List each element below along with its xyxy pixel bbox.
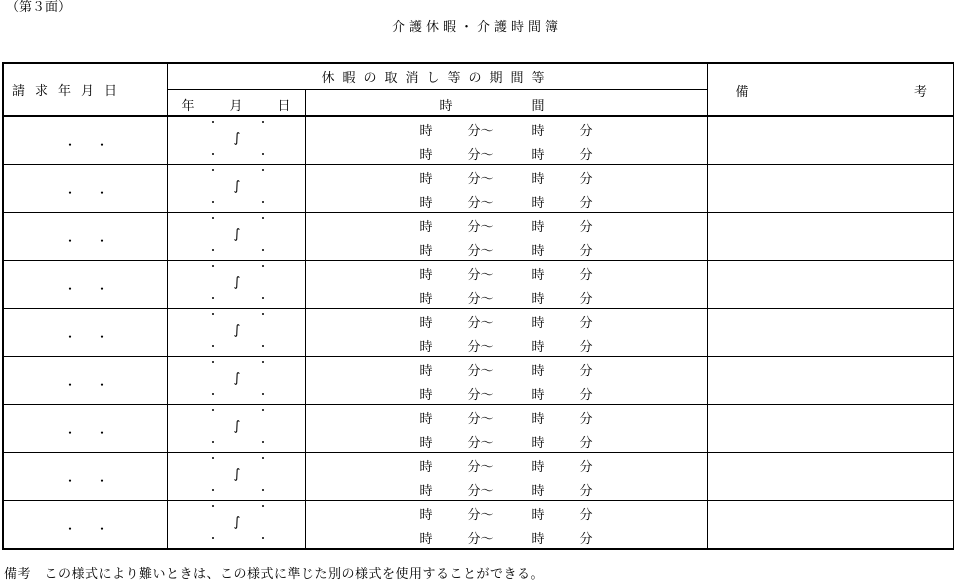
time-line: [306, 384, 707, 404]
date-separator: ・: [96, 282, 109, 296]
date-separator: ・: [64, 282, 77, 296]
time-line: [306, 264, 707, 284]
hour-label: 時: [419, 292, 433, 307]
hour-label: 時: [531, 268, 545, 283]
range-end-separator: ・: [207, 148, 219, 161]
request-date-cell[interactable]: [3, 213, 167, 261]
hour-label: 時: [419, 340, 433, 355]
hour-label: 時: [419, 364, 433, 379]
minute-from-label: 分～: [467, 196, 494, 211]
date-separator: ・: [96, 426, 109, 440]
minute-from-label: 分～: [467, 124, 494, 139]
hour-label: 時: [531, 532, 545, 547]
time-line: [306, 168, 707, 188]
range-end-separator: ・: [207, 292, 219, 305]
hour-label: 時: [531, 244, 545, 259]
table-row: [3, 405, 954, 453]
minute-from-label: 分～: [467, 340, 494, 355]
table-row: [3, 501, 954, 550]
remarks-cell[interactable]: [707, 165, 954, 213]
request-date-cell[interactable]: [3, 116, 167, 165]
ledger-body: [3, 116, 954, 549]
minute-label: 分: [579, 292, 593, 307]
date-separator: ・: [96, 522, 109, 536]
range-start-separator: ・: [207, 308, 219, 321]
range-mark: ∫: [233, 515, 241, 530]
minute-label: 分: [579, 244, 593, 259]
time-line: [306, 312, 707, 332]
hour-label: 時: [531, 220, 545, 235]
minute-label: 分: [579, 268, 593, 283]
range-end-separator: ・: [207, 340, 219, 353]
header-remarks-left: 備: [735, 85, 749, 100]
minute-label: 分: [579, 484, 593, 499]
range-start-separator: ・: [207, 356, 219, 369]
minute-from-label: 分～: [467, 148, 494, 163]
range-end-separator: ・: [207, 436, 219, 449]
request-date-cell[interactable]: [3, 165, 167, 213]
header-time-left: 時: [439, 98, 453, 114]
remarks-cell[interactable]: [707, 357, 954, 405]
range-end-separator: ・: [257, 244, 269, 257]
time-line: [306, 360, 707, 380]
range-mark: ∫: [233, 275, 241, 290]
table-row: [3, 261, 954, 309]
table-row: [3, 116, 954, 165]
header-time-right: 間: [531, 98, 545, 114]
minute-from-label: 分～: [467, 508, 494, 523]
remarks-cell[interactable]: [707, 453, 954, 501]
header-time: [305, 89, 707, 116]
minute-from-label: 分～: [467, 364, 494, 379]
hour-label: 時: [419, 196, 433, 211]
header-date: [167, 89, 305, 116]
remarks-cell[interactable]: [707, 501, 954, 550]
date-separator: ・: [64, 234, 77, 248]
minute-from-label: 分～: [467, 292, 494, 307]
range-end-separator: ・: [207, 532, 219, 545]
hour-label: 時: [531, 148, 545, 163]
document-title: 介護休暇・介護時間簿: [391, 20, 562, 35]
table-row: [3, 453, 954, 501]
request-date-cell[interactable]: [3, 453, 167, 501]
minute-from-label: 分～: [467, 412, 494, 427]
minute-from-label: 分～: [467, 388, 494, 403]
date-separator: ・: [64, 474, 77, 488]
range-mark: ∫: [233, 467, 241, 482]
range-mark: ∫: [233, 419, 241, 434]
time-cell[interactable]: [305, 261, 707, 309]
hour-label: 時: [531, 340, 545, 355]
range-end-separator: ・: [257, 292, 269, 305]
hour-label: 時: [419, 484, 433, 499]
time-line: [306, 528, 707, 548]
header-remarks-right: 考: [914, 85, 928, 100]
time-line: [306, 456, 707, 476]
date-separator: ・: [96, 138, 109, 152]
time-line: [306, 504, 707, 524]
range-start-separator: ・: [257, 452, 269, 465]
hour-label: 時: [419, 388, 433, 403]
date-range-cell[interactable]: [167, 453, 305, 501]
minute-from-label: 分～: [467, 220, 494, 235]
range-end-separator: ・: [257, 484, 269, 497]
table-row: [3, 165, 954, 213]
minute-label: 分: [579, 412, 593, 427]
hour-label: 時: [531, 388, 545, 403]
range-end-separator: ・: [207, 244, 219, 257]
hour-label: 時: [419, 460, 433, 475]
date-range-cell[interactable]: [167, 501, 305, 550]
table-row: [3, 309, 954, 357]
date-range-cell[interactable]: [167, 405, 305, 453]
minute-from-label: 分～: [467, 316, 494, 331]
minute-label: 分: [579, 460, 593, 475]
range-end-separator: ・: [257, 148, 269, 161]
time-line: [306, 432, 707, 452]
time-cell[interactable]: [305, 357, 707, 405]
range-start-separator: ・: [207, 452, 219, 465]
date-range-cell[interactable]: [167, 261, 305, 309]
remarks-cell[interactable]: [707, 309, 954, 357]
time-cell[interactable]: [305, 453, 707, 501]
time-line: [306, 192, 707, 212]
date-separator: ・: [64, 330, 77, 344]
range-end-separator: ・: [207, 196, 219, 209]
hour-label: 時: [531, 292, 545, 307]
range-end-separator: ・: [207, 484, 219, 497]
date-separator: ・: [64, 522, 77, 536]
remarks-cell[interactable]: [707, 213, 954, 261]
hour-label: 時: [419, 220, 433, 235]
range-end-separator: ・: [257, 196, 269, 209]
time-line: [306, 480, 707, 500]
range-start-separator: ・: [257, 212, 269, 225]
range-mark: ∫: [233, 371, 241, 386]
minute-label: 分: [579, 124, 593, 139]
range-start-separator: ・: [207, 500, 219, 513]
hour-label: 時: [419, 148, 433, 163]
date-range-cell[interactable]: [167, 165, 305, 213]
minute-label: 分: [579, 364, 593, 379]
range-end-separator: ・: [257, 436, 269, 449]
minute-label: 分: [579, 196, 593, 211]
hour-label: 時: [419, 532, 433, 547]
header-period: 休暇の取消し等の期間等: [167, 63, 707, 89]
hour-label: 時: [419, 244, 433, 259]
hour-label: 時: [531, 316, 545, 331]
range-mark: ∫: [233, 227, 241, 242]
hour-label: 時: [531, 364, 545, 379]
header-year: 年: [181, 98, 195, 114]
hour-label: 時: [531, 172, 545, 187]
time-line: [306, 408, 707, 428]
minute-label: 分: [579, 148, 593, 163]
time-cell[interactable]: [305, 309, 707, 357]
minute-from-label: 分～: [467, 484, 494, 499]
table-row: [3, 213, 954, 261]
date-separator: ・: [64, 138, 77, 152]
time-line: [306, 144, 707, 164]
minute-from-label: 分～: [467, 460, 494, 475]
range-start-separator: ・: [257, 116, 269, 129]
range-start-separator: ・: [257, 308, 269, 321]
date-separator: ・: [64, 186, 77, 200]
date-separator: ・: [96, 474, 109, 488]
footnote: 備考 この様式により難いときは、この様式に準じた別の様式を使用することができる。: [4, 567, 545, 582]
range-start-separator: ・: [207, 260, 219, 273]
date-separator: ・: [96, 378, 109, 392]
request-date-cell[interactable]: [3, 357, 167, 405]
hour-label: 時: [419, 172, 433, 187]
hour-label: 時: [531, 196, 545, 211]
time-cell[interactable]: [305, 405, 707, 453]
header-remarks: [707, 63, 954, 116]
hour-label: 時: [531, 508, 545, 523]
time-line: [306, 216, 707, 236]
range-end-separator: ・: [207, 388, 219, 401]
time-cell[interactable]: [305, 501, 707, 550]
remarks-cell[interactable]: [707, 116, 954, 165]
range-end-separator: ・: [257, 388, 269, 401]
date-range-cell[interactable]: [167, 309, 305, 357]
time-line: [306, 336, 707, 356]
header-day: 日: [277, 98, 291, 114]
time-cell[interactable]: [305, 213, 707, 261]
header-request-date: 請求年月日: [3, 63, 167, 116]
date-separator: ・: [96, 234, 109, 248]
hour-label: 時: [531, 124, 545, 139]
date-range-cell[interactable]: [167, 357, 305, 405]
range-start-separator: ・: [257, 260, 269, 273]
range-start-separator: ・: [207, 212, 219, 225]
minute-label: 分: [579, 172, 593, 187]
date-range-cell[interactable]: [167, 116, 305, 165]
hour-label: 時: [531, 436, 545, 451]
request-date-cell[interactable]: [3, 405, 167, 453]
time-line: [306, 120, 707, 140]
time-line: [306, 288, 707, 308]
header-month: 月: [229, 98, 243, 114]
range-start-separator: ・: [207, 404, 219, 417]
remarks-cell[interactable]: [707, 261, 954, 309]
date-separator: ・: [96, 186, 109, 200]
minute-from-label: 分～: [467, 436, 494, 451]
range-end-separator: ・: [257, 340, 269, 353]
hour-label: 時: [419, 508, 433, 523]
request-date-cell[interactable]: [3, 501, 167, 550]
request-date-cell[interactable]: [3, 261, 167, 309]
minute-from-label: 分～: [467, 268, 494, 283]
range-start-separator: ・: [257, 356, 269, 369]
time-cell[interactable]: [305, 116, 707, 165]
time-cell[interactable]: [305, 165, 707, 213]
minute-label: 分: [579, 220, 593, 235]
leave-ledger-table: [2, 62, 954, 550]
minute-from-label: 分～: [467, 172, 494, 187]
time-line: [306, 240, 707, 260]
hour-label: 時: [419, 316, 433, 331]
date-separator: ・: [64, 378, 77, 392]
date-separator: ・: [64, 426, 77, 440]
table-row: [3, 357, 954, 405]
hour-label: 時: [531, 460, 545, 475]
minute-from-label: 分～: [467, 244, 494, 259]
range-start-separator: ・: [257, 500, 269, 513]
minute-label: 分: [579, 508, 593, 523]
hour-label: 時: [531, 484, 545, 499]
range-mark: ∫: [233, 323, 241, 338]
hour-label: 時: [419, 436, 433, 451]
date-separator: ・: [96, 330, 109, 344]
range-start-separator: ・: [257, 404, 269, 417]
range-start-separator: ・: [257, 164, 269, 177]
request-date-cell[interactable]: [3, 309, 167, 357]
hour-label: 時: [419, 124, 433, 139]
hour-label: 時: [419, 412, 433, 427]
hour-label: 時: [531, 412, 545, 427]
minute-label: 分: [579, 532, 593, 547]
remarks-cell[interactable]: [707, 405, 954, 453]
range-mark: ∫: [233, 179, 241, 194]
range-start-separator: ・: [207, 164, 219, 177]
minute-label: 分: [579, 316, 593, 331]
minute-label: 分: [579, 340, 593, 355]
minute-label: 分: [579, 388, 593, 403]
range-mark: ∫: [233, 131, 241, 146]
range-start-separator: ・: [207, 116, 219, 129]
range-end-separator: ・: [257, 532, 269, 545]
minute-label: 分: [579, 436, 593, 451]
hour-label: 時: [419, 268, 433, 283]
minute-from-label: 分～: [467, 532, 494, 547]
date-range-cell[interactable]: [167, 213, 305, 261]
page-label: （第３面）: [6, 0, 72, 15]
